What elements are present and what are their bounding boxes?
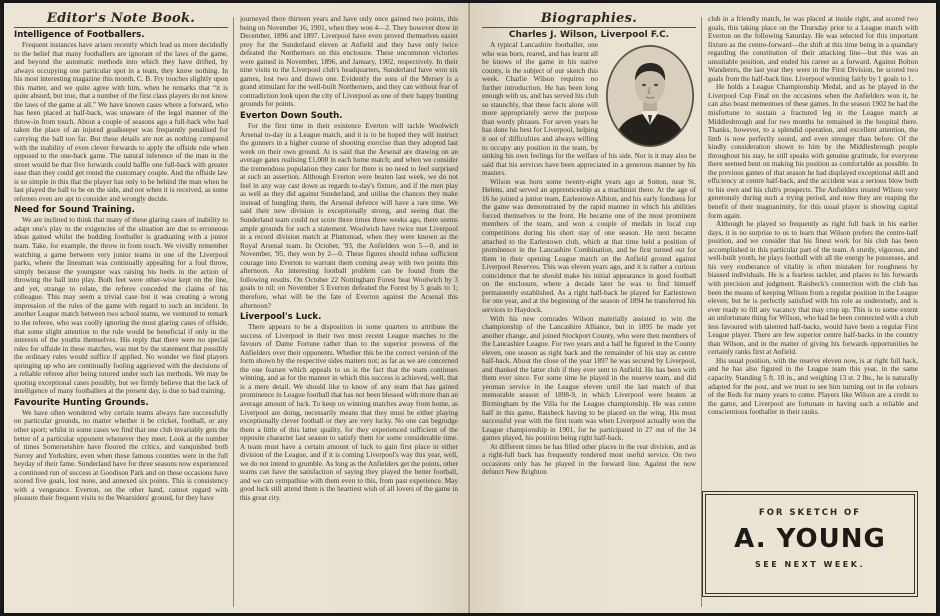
section-title: Need for Sound Training. [14, 205, 135, 216]
left-page-column-2 [240, 15, 458, 611]
portrait-photo [606, 45, 694, 147]
advert-name: A. YOUNG [734, 524, 886, 554]
article-text: He holds a League Championship Medal, and as he played in the Liverpool Cup Final on the occasions when the Anfielders won it, he can also boast mementoes of these games. In the season 1902 he had the misfortune to sustain a fractured leg in the League match at Middlesbrough and for two months he remained in the hospital there. Thanks, however, to a splendid operation, and excellent attention, the limb is now perfectly sound, and even stronger than before. Of the kindly consideration shown to him by the Middlesbrough people throughout his stay, he still speaks with genuine gratitude, for everyone there seemed bent on making his position as comfortable as possible. In the previous games of that season he had displayed exceptional skill and efficiency at centre half-back, and the accident was a serious blow both to his own and his club's prospects. The Anfielders treated Wilson very generously during such a trying period, and now they are reaping the benefit of their magnanimity, for this usual player is showing capital form again. [708, 83, 918, 220]
column-divider [233, 17, 234, 607]
magazine-spread [4, 3, 936, 613]
right-page-column-2 [708, 15, 918, 489]
article-text: His usual position, with the reserve eleven now, is at right full back, and he has also figured in the League team this year, in the same capacity. Standing 5 ft. 10 in., and weighing 13 st. 2 lbs., he is naturally adapted for the post, and we trust to see him turning out in the colours of the Reds for many years to come. Players like Wilson are a credit to the game, and Liverpool are fortunate in having such a reliable and conscientious footballer in their ranks. [708, 356, 918, 417]
article-text: We are inclined to think that many of these glaring cases of inability to adapt one's play to the exigencies of the situation are due to erroneous ideas gained whilst the budding footballer is graduating with a junior team. Take, for example, the throw in from touch. We vividly remember watching a game between very junior teams in one of the Liverpool parks, where the linesman was continually appealing for a foul throw, simply because the youngster was raising his heels in the action of throwing the ball into play. Both feet were other-wise kept on the line, and yet, strange to relate, the referee conceded the claims of his colleague. This may seem a trivial case but it was creating a wrong impression of the rules of the game with regard to such an incident. In another League match between two school teams, we ventured to remark to the referee, who was coolly ignoring the most glaring cases of offside, that some slight attention to the rule would be beneficial if only in the interests of the youths themselves. His reply that there were no special rules for offside in these matches, was met by the statement that possibly the ordinary rules would suffice if applied. No wonder we find players springing up who are continually fooling aggrieved with the decisions of a reliable referee after being tutored under such lax methods. We may be quoting exceptional cases possibly, but we firmly believe that the lack of intelligence of many footballers at the present day, is due to bad training. [14, 216, 228, 396]
advert-line: SEE NEXT WEEK. [754, 560, 866, 569]
article-text: Wilson was born some twenty-eight years ago at Sutton, near St. Helens, and served an apprenticeship as a machinist there. At the age of 16 he joined a junior team, Earlestown Albion, and his early fondness for the game was demonstrated by the rapid manner in which his abilities forced themselves to the front. He became one of the most prominent members of the team, and won a couple of medals in local cup competitions during his short stay of one season. He next became attached to the Earlestown club, which at that time held a position of prominence in the Lancashire Combination, and he first turned out for them in their opening League match on the Anfield ground against Liverpool Reserves. This was eleven years ago, and it is rather a curious coincidence that he should make his initial appearance in good football on the enclosure, where a decade later he was to find himself permanently established. As a right half-back he played for Earlestown for one year, and at the beginning of the season of 1894 he transferred his services to Haydock. [482, 177, 696, 314]
article-text: We have often wondered why certain teams always fare successfully on particular grounds, no matter whether it be cricket, football, or any other sport; whilst in some cases we find that one club invariably gets the better of a particular opponent whenever they meet. Look at the number of times Somersetshire have floored the critics, and vanquished both Surrey and Yorkshire, even when these famous counties were in the full heyday of their fame. Sunderland have for three seasons now experienced a continued run of success at Goodison Park and on these occasions have scored five goals, lost none, and annexed six points. This is consistency with a vengeance. Everton, on the other hand, cannot regard with pleasure their frequent visits to the Wearsiders' ground, for they have [14, 408, 228, 503]
article-text: club in a friendly match, he was placed at inside right, and scored two goals, this taking place on the Thursday prior to a League match with Everton on the following Saturday. He was selected for this important fixture as the centre-forward—the shift at this time being in a quandary regarding the constitution of their attacking line—but this was an unsuitable position, and ended his career as a forward. Against Bolton Wanderers, the last year they were in the First Division, he scored two goals from the half-back line. Liverpool winning fairly by 1 goals to 1. [708, 15, 918, 83]
portrait-frame [604, 43, 696, 149]
article-text: For the first time in their existence Everton will tackle Woolwich Arsenal to-day in a League match, and it is to be hoped they will instruct the gunners in a higher course of shooting exercise than they adopted last week on their own ground. At is said that the Arsenal are drawing on an average gates realising £1,000 in each home match; and when we consider the tremendous population they cater for there is no need to feel surprised at such an assertion. Although Everton were beaten last week, we do not feel in any way cast down as regards to-day's fixture, and if the men play as well as they did against Sunderland, and utilise the chances they make instead of bungling them, the Arsenal defence will have a rare time. We said their new division is exceptionally strong, and seeing that the Sunderland team could not score three times three weeks ago, there seems ample grounds for such a statement. Woolwich have twice met Liverpool in a record division match at Plumstead, when they were known as the Royal Arsenal team. In October, '93, the Anfielders won 5—0, and in November, '95, they won by 2—0. These figures should infuse sufficient courage into Everton to warrant them coming away with two points this afternoon. An interesting football problem can be found from the following results. On October 22 Nottingham Forest beat Woolwich by 3 goals to nil; on November 5 Everton defeated the Forest by 5 goals to 1; therefore, what will be the fate of Everton against the Arsenal this afternoon? [240, 122, 458, 310]
advertisement-box [702, 491, 918, 597]
section-title: Liverpool's Luck. [240, 312, 322, 323]
section-title: Everton Down South. [240, 111, 343, 122]
page-title: Editor's Note Book. [46, 11, 196, 26]
section-title: Intelligence of Footballers. [14, 30, 145, 40]
biography-title: Charles J. Wilson, Liverpool F.C. [508, 30, 670, 40]
title-rule [14, 27, 228, 28]
advert-line: FOR SKETCH OF [758, 508, 862, 518]
page-title: Biographies. [540, 11, 638, 26]
article-text: Frequent instances have arisen recently which lead us more decidedly to the belief that many footballers are ignorant of the laws of the game, and beyond the automatic methods into which they have drifted, by always occupying one particular spot in a team, they know nothing. In his most interesting magazine this month, C. B. Fry touches slightly upon this matter, and we quite agree with him, when he remarks that “it is quite absurd, but true, that a number of the first class players do not know the laws of the game at all.” We have known cases where a forward, who has been placed at half-back, was unaware of the legal manner of the throw-in from touch. About a couple of seasons ago a full-back who had taken the place of an injured goalkeeper was frequently penalised for carrying the ball too far. But these details are not as nothing compared with the inability of even clever forwards to apply the offside rule when opposed to the one-back game. The natural inference of the man in the street would be that five forwards could baffle one full-back with greater ease than they could get round the customary couple. And the offside law is so simple in this that the player has only to be behind the man when he last played the ball to be on the side, and not when it is received, as some referees even are apt to consider and wrongly decide. [14, 41, 228, 203]
right-page [470, 3, 936, 613]
section-title: Favourite Hunting Grounds. [14, 397, 149, 408]
article-text: A typical Lancashire footballer, one who was born, reared, and has learnt all he knows of the game in his native county, is the subject of our sketch this week. Charlie Wilson requires no further introduction. He has been long enough with us, and has served his club so staunchly, that these facts alone will more appropriately serve the purpose than wordy phrases. For seven years he has done his best for Liverpool, helping it out of difficulties and always willing to occupy any position in the team, by sinking his own feelings for the welfare of his side. Nor is it may also be said that his services have been appreciated in a generous manner by his masters. [482, 41, 696, 178]
title-rule [482, 27, 696, 28]
article-text: With his new comrades Wilson materially assisted to win the championship of the Lancashire Alliance, but in 1895 he made yet another change, and joined Stockport County, who were then members of the Lancashire League. For two years and a half he figured in the County eleven, one season as right back and the remainder of his stay as centre half-back. About the close of the year 1897 he was secured by Liverpool, and thanked the latter club if they ever sent to Anfield. He has been with them ever since. For some time he played in the reserve team, and did yeoman service in the League eleven until the last match of that memorable season of 1898-9, in which Liverpool were beaten at Birmingham by the Villa for the League championship. He was centre half in this game, Raisbeck having to be placed on the wing. His most successful year with the first team was when Liverpool actually won the League championship in 1901, for he participated in 27 out of the 34 games played, his position being right half-back. [482, 314, 696, 443]
article-text: At different times he has filled other places in the rear division, and as a right-full back has frequently rendered most useful service. On two occasions only has he played in the forward line. Against the now defunct New Brighton [482, 442, 696, 477]
article-text: There appears to be a disposition in some quarters to attribute the success of Liverpool in their two most recent League matches to the favours of Dame Fortune rather than to the superior prowess of the Anfielders over their opponents. Whether this be the correct version of the form shown by the respective sides matters not; as far as we are concerned the one feature which appeals to us is the fact that the team continues winning, and as for the manner in which this success is achieved, well, that is a mere detail. We should like to know of any team that has gained prominence in League football that has not been blessed with more than an average amount of luck. To keep on winning matches away from home, as Liverpool are doing, necessarily means that they must be either playing exceptionally clever football or they are very lucky. No one can begrudge them a little of this latter quality, for they experienced sufficient of the opposite character last season to satisfy them for some considerable time. A team must have a certain amount of luck to gain first place in either division of the League, and if it is coming Liverpool's way this year, well, we do not intend to grumble. As long as the Anfielders get the points, other teams can have the satisfaction of saying they played the better football, and we can sympathise with them even to this, from past experience. May good luck still attend them is the heartiest wish of all lovers of the game in this great city. [240, 323, 458, 502]
right-page-column-1 [482, 11, 696, 607]
left-page-column-1 [14, 11, 228, 607]
article-text: Although he played so frequently as right full back in his earlier days, it is no surprise to us to learn that Wilson prefers the centre-half position, and we consider that his finest work for his club has been accomplished in this particular part of the team. A sturdy, vigorous, and well-built youth, he plays football with all the energy he possesses, and his very exuberance of vitality is often mistaken for roughness by biassed individuals. He is a fearless tackler, and places to his forwards with precision and judgment. Raisbeck's connection with the club has been the means of keeping Wilson from a regular position in the League eleven; but he is perfectly satisfied with his role as understudy, and is ever ready to fill any vacancy that may crop up. This is to some extent an unfortunate thing for Wilson, who had he been connected with a club less favoured with talented half-backs, would have been a regular First League player. There are few superior centre half-backs in the country than Wilson, and in the matter of giving his forwards opportunities he certainly ranks first at Anfield. [708, 220, 918, 357]
article-text: journeyed there thirteen years and have only once gained two points, this being on November 16, 1901, when they won 4—2. They however drew in December, 1896 and 1897. Liverpool have even proved themselves easier prey for the Sunderland eleven at Anfield and they have only twice defeated the Northerners on this enclosure. These uncommon victories were gained in November, 1896, and January, 1902, respectively. In their nine visits to the Liverpool club's headquarters, Sunderland have won six games, lost two and drawn one. Evidently the sons of the Mersey is a grand stimulant for the well-built Northerners, and they can without fear of contradiction look upon the city of Liverpool as one of their happy hunting grounds for points. [240, 15, 458, 109]
left-page [4, 3, 470, 613]
